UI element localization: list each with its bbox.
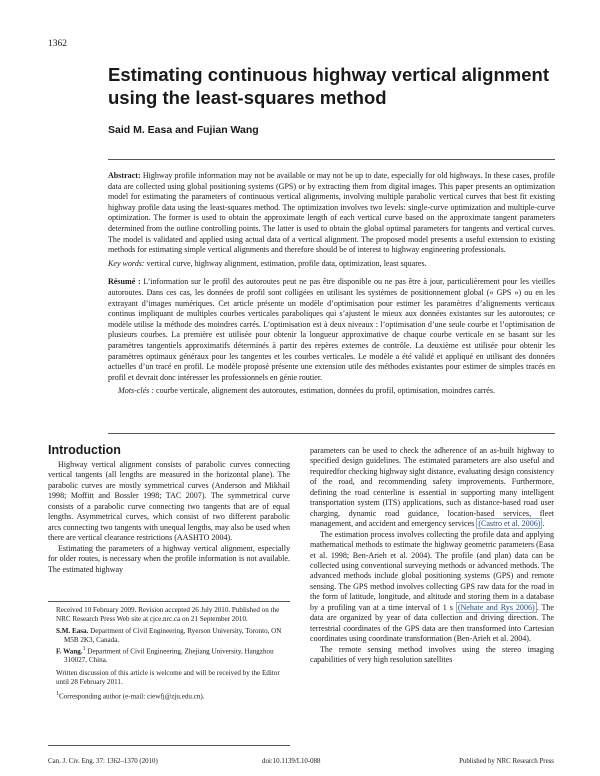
article-info-box bbox=[48, 601, 290, 746]
corresponding-author-text: Corresponding author (e-mail: ciewfj@zju.edu.cn). bbox=[58, 691, 205, 700]
publisher: Published by NRC Research Press bbox=[459, 758, 554, 765]
paragraph-text: parameters can be used to check the adherence of an as-built highway to specified design guidelines. The estimated parameters are also useful and requiredfor checking highway sight distance, evaluating design consistency of the road, and recommending safety improvements. Furthermore, defining the road centerline is essential in supporting many intelligent transportation system (ITS) applications, such as distance-based road user charging, dynamic road guidance, location-based services, fleet management, and accident and emergency services bbox=[310, 446, 554, 529]
author-name-wang: F. Wang. bbox=[56, 646, 83, 655]
left-column bbox=[48, 460, 290, 575]
corresponding-author-note bbox=[56, 690, 290, 701]
section-heading-introduction: Introduction bbox=[48, 443, 121, 457]
doi: doi:10.1139/L10-088 bbox=[262, 758, 321, 765]
abstract-label: Abstract: bbox=[108, 171, 141, 180]
abstract-block bbox=[108, 171, 555, 397]
resume-text: L’information sur le profil des autoroutes peut ne pas être disponible ou ne pas être à jour, particulièrement pour les vieilles autoroutes. Dans ces cas, les données de profil sont colligées en utilisant les systèmes de positionnement global (« GPS ») ou en les extrayant d’images numériques. Cet article présente un modèle d’optimisation pour estimer les paramètres d’alignements verticaux continus impliquant de multiples courbes verticales paraboliques qui s’ajustent le mieux aux données existantes sur les autoroutes; ce modèle utilise la méthode des moindres carrés. L’optimisation est à deux niveaux : l’optimisation d’une seule courbe et l’optimisation de plusieurs courbes. La première est utilisée pour obtenir la longueur approximative de chaque courbe verticale en se basant sur les paramètres tangentiels approximatifs déterminés à partir des repères externes de contrôle. La deuxième est utilisée pour obtenir les paramètres optimaux généraux pour les tangentes et les courbes verticales. Le modèle a été validé et appliqué en utilisant des données actuelles d’un tracé en profil. Le modèle proposé présente une extension utile des méthodes existantes pour estimer de simples tracés en profil et devrait donc intéresser les professionnels en génie routier. bbox=[108, 277, 555, 382]
discussion-note: Written discussion of this article is welcome and will be received by the Editor until 28 February 2011. bbox=[56, 668, 280, 686]
body-paragraph: Highway vertical alignment consists of parabolic curves connecting vertical tangents (all lengths are measured in the horizontal plane). The parabolic curves are mostly symmetrical curves (Anderson and Mikhail 1998; Moffitt and Bossler 1998; TAC 2007). The symmetrical curve consists of a parabolic curve connecting two tangents that are of equal lengths. Asymmetrical curves, which consist of two different parabolic arcs connecting two tangents with unequal lengths, may also be used when there are vertical clearance restrictions (AASHTO 2004). bbox=[48, 460, 290, 543]
paragraph-text: . bbox=[542, 519, 545, 529]
body-paragraph bbox=[310, 530, 554, 645]
motscles-text: courbe verticale, alignement des autoroutes, estimation, données du profil, optimisation, moindres carrés. bbox=[153, 386, 495, 396]
motscles-paragraph bbox=[108, 386, 555, 397]
author-affiliation-easa bbox=[56, 627, 290, 645]
resume-label: Résumé : bbox=[108, 277, 141, 287]
author-affiliation-wang bbox=[56, 645, 290, 665]
article-title: Estimating continuous highway vertical alignment using the least-squares method bbox=[108, 64, 549, 108]
body-paragraph: Estimating the parameters of a highway vertical alignment, especially for older routes, is necessary when the profile information is not available. The estimated highway bbox=[48, 543, 290, 574]
keywords-text: vertical curve, highway alignment, estimation, profile data, optimization, least squares. bbox=[144, 258, 427, 268]
author-name-easa: S.M. Easa. bbox=[56, 626, 89, 635]
affiliation-text: Department of Civil Engineering, Ryerson University, Toronto, ON M5B 2K3, Canada. bbox=[64, 626, 282, 644]
received-note: Received 10 February 2009. Revision accepted 26 July 2010. Published on the NRC Research Press Web site at cjce.nrc.ca on 21 September 2010. bbox=[56, 606, 280, 623]
citation-link-castro[interactable]: (Castro et al. 2006) bbox=[478, 519, 541, 529]
body-paragraph bbox=[310, 446, 554, 530]
citation-link-nehate[interactable]: (Nehate and Rys 2006) bbox=[457, 602, 535, 612]
resume-paragraph bbox=[108, 277, 555, 383]
header-divider bbox=[108, 159, 555, 160]
footnote-marker: 1 bbox=[82, 645, 86, 652]
keywords-label: Key words: bbox=[108, 258, 145, 268]
abstract-divider bbox=[108, 433, 555, 434]
paragraph-text: The estimation process involves collecting the profile data and applying mathematical methods to estimate the highway geometric parameters (Easa et al. 1998; Ben-Arieh et al. 2004). The profile (and plan) data can be collected using conventional surveying methods or advanced methods. The advanced methods include global positioning systems (GPS) and remote sensing. The GPS method involves collecting GPS raw data for the road in the form of latitude, longitude, and altitude and storing them in a database by a profiling van at a time interval of 1 s bbox=[310, 529, 554, 612]
affiliation-text: Department of Civil Engineering, Zhejiang University, Hangzhou 310027, China. bbox=[64, 646, 274, 664]
page-number: 1362 bbox=[48, 39, 67, 49]
abstract-text: Highway profile information may not be available or may not be up to date, especially for old highways. In these cases, profile data are collected using global positioning systems (GPS) or by extracting them from digital images. This paper presents an optimization model for estimating the parameters of continuous vertical alignments, involving multiple parabolic vertical curves that best fit existing highway profile data using the least-squares method. The optimization involves two levels: single-curve optimization and multiple-curve optimization. The former is used to obtain the approximate length of each vertical curve based on the approximate tangent parameters determined from the outline controlling points. The latter is used to obtain the global optimal parameters for tangents and vertical curves. The model is validated and applied using actual data of a vertical alignment. The proposed model presents a useful extension to existing methods for estimating simple vertical alignments and therefore should be of interest to highway engineering professionals. bbox=[108, 171, 555, 255]
body-paragraph: The remote sensing method involves using the stereo imaging capabilities of very high resolution satellites bbox=[310, 644, 554, 665]
paragraph-text: . The data are organized by year of data collection and driving direction. The terrestrial coordinates of the GPS data are then transformed into Cartesian coordinates using coordinate transformation (Ben-Arieh et al. 2004). bbox=[310, 602, 554, 644]
article-authors: Said M. Easa and Fujian Wang bbox=[108, 124, 259, 136]
motscles-label: Mots-clés : bbox=[118, 386, 154, 396]
journal-citation: Can. J. Civ. Eng. 37: 1362–1370 (2010) bbox=[48, 758, 158, 765]
right-column bbox=[310, 446, 554, 666]
keywords-paragraph bbox=[108, 259, 555, 270]
footnote-marker: 1 bbox=[56, 690, 59, 697]
abstract-paragraph bbox=[108, 171, 555, 256]
